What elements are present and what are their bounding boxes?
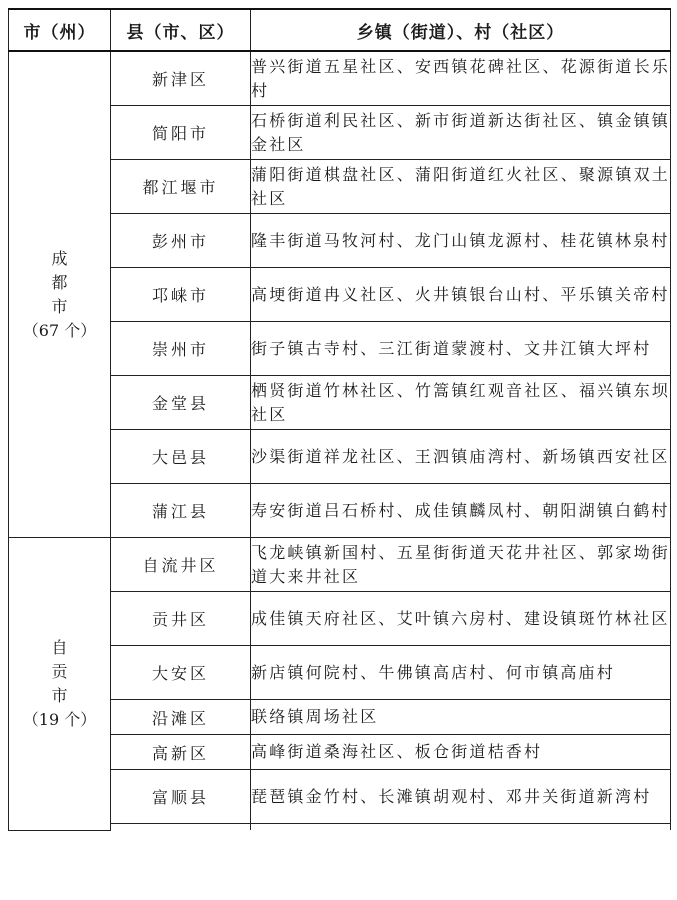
city-char: 贡: [51, 661, 68, 681]
towns-cell-empty: [251, 824, 671, 831]
county-cell: 邛崃市: [111, 268, 251, 322]
towns-cell: 飞龙峡镇新国村、五星街街道天花井社区、郭家坳街道大来井社区: [251, 538, 671, 592]
towns-cell: 高峰街道桑海社区、板仓街道桔香村: [251, 735, 671, 770]
header-town: 乡镇（街道）、村（社区）: [251, 9, 671, 51]
towns-cell: 普兴街道五星社区、安西镇花碑社区、花源街道长乐村: [251, 51, 671, 106]
county-cell: 彭州市: [111, 214, 251, 268]
county-cell: 自流井区: [111, 538, 251, 592]
table-row: [9, 51, 671, 106]
header-county: 县（市、区）: [111, 9, 251, 51]
county-cell: 蒲江县: [111, 484, 251, 538]
towns-cell: 高埂街道冉义社区、火井镇银台山村、平乐镇关帝村: [251, 268, 671, 322]
towns-cell: 联络镇周场社区: [251, 700, 671, 735]
city-cell-chengdu: [9, 51, 111, 538]
towns-cell: 蒲阳街道棋盘社区、蒲阳街道红火社区、聚源镇双土社区: [251, 160, 671, 214]
header-city: 市（州）: [9, 9, 111, 51]
towns-cell: 寿安街道吕石桥村、成佳镇麟凤村、朝阳湖镇白鹤村: [251, 484, 671, 538]
county-cell: 金堂县: [111, 376, 251, 430]
county-cell: 富顺县: [111, 770, 251, 824]
county-cell: 沿滩区: [111, 700, 251, 735]
towns-cell: 街子镇古寺村、三江街道蒙渡村、文井江镇大坪村: [251, 322, 671, 376]
towns-cell: 新店镇何院村、牛佛镇高店村、何市镇高庙村: [251, 646, 671, 700]
city-char: 市: [51, 685, 68, 705]
county-cell: 高新区: [111, 735, 251, 770]
towns-cell: 栖贤街道竹林社区、竹篙镇红观音社区、福兴镇东坝社区: [251, 376, 671, 430]
city-char: 自: [51, 637, 68, 657]
county-cell: 简阳市: [111, 106, 251, 160]
towns-cell: 成佳镇天府社区、艾叶镇六房村、建设镇斑竹林社区: [251, 592, 671, 646]
towns-cell: 隆丰街道马牧河村、龙门山镇龙源村、桂花镇林泉村: [251, 214, 671, 268]
header-row: [9, 9, 671, 51]
county-cell: 贡井区: [111, 592, 251, 646]
city-count: （19 个）: [22, 709, 97, 729]
county-cell-empty: [111, 824, 251, 831]
county-cell: 崇州市: [111, 322, 251, 376]
city-char: 市: [51, 296, 68, 316]
city-char: 成: [51, 248, 68, 268]
towns-cell: 石桥街道利民社区、新市街道新达街社区、镇金镇镇金社区: [251, 106, 671, 160]
towns-cell: 沙渠街道祥龙社区、王泗镇庙湾村、新场镇西安社区: [251, 430, 671, 484]
city-count: （67 个）: [22, 320, 97, 340]
table-row: [9, 538, 671, 592]
city-cell-zigong: [9, 538, 111, 831]
county-cell: 大安区: [111, 646, 251, 700]
county-cell: 都江堰市: [111, 160, 251, 214]
county-cell: 新津区: [111, 51, 251, 106]
county-cell: 大邑县: [111, 430, 251, 484]
village-list-table: [8, 8, 671, 831]
towns-cell: 琵琶镇金竹村、长滩镇胡观村、邓井关街道新湾村: [251, 770, 671, 824]
city-char: 都: [51, 272, 68, 292]
